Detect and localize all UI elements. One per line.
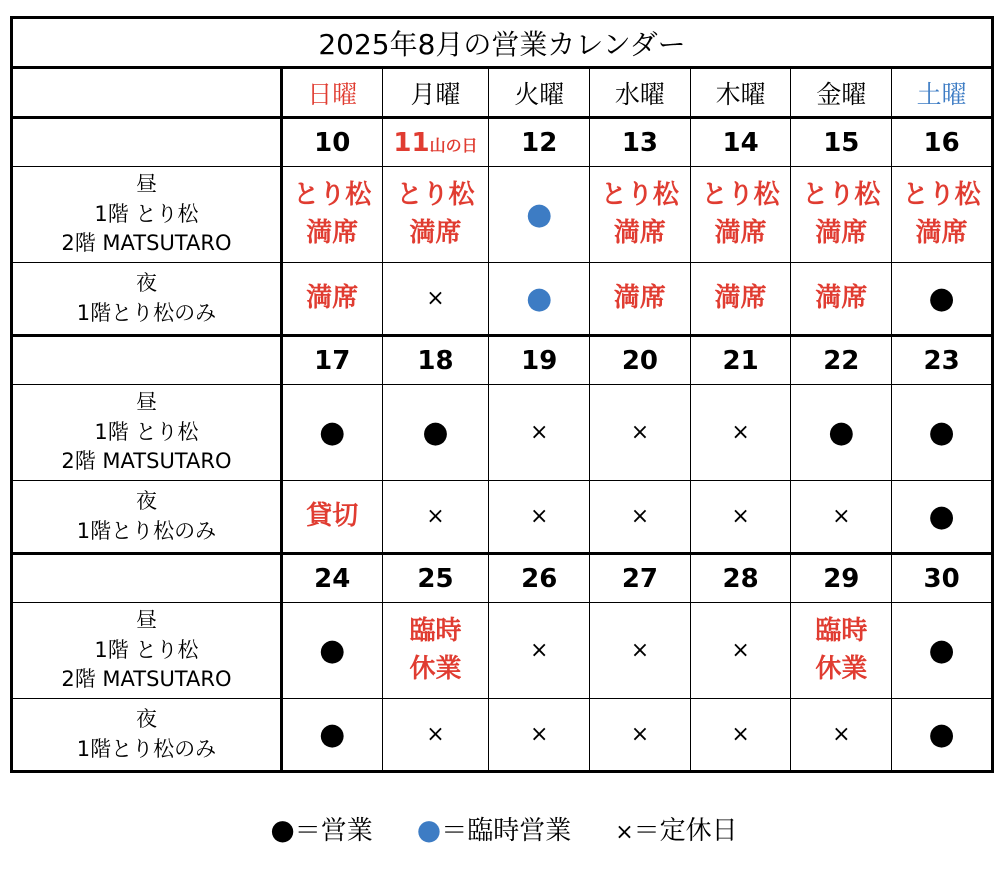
day-number-cell: 25 <box>382 554 489 603</box>
lunch-status-cell <box>281 603 382 699</box>
dinner-status-cell <box>892 699 993 772</box>
dinner-row <box>12 699 993 772</box>
closed-x-icon: × <box>529 420 549 445</box>
open-circle-icon: ● <box>928 498 955 534</box>
closed-x-icon: × <box>426 286 445 311</box>
dinner-label-line: 1階とり松のみ <box>76 736 217 761</box>
lunch-status-cell <box>590 603 691 699</box>
day-number-cell: 17 <box>281 336 382 385</box>
lunch-label-line: 1階 とり松 <box>94 419 199 444</box>
lunch-status-cell <box>281 167 382 263</box>
dinner-label-line: 夜 <box>135 489 157 514</box>
status-text: 臨時 <box>815 615 868 646</box>
lunch-row-label <box>12 385 282 481</box>
status-text: 臨時 <box>409 615 462 646</box>
closed-x-icon: × <box>529 722 549 747</box>
closed-x-icon: × <box>630 722 650 747</box>
status-text: とり松 <box>293 179 372 210</box>
status-text: 休業 <box>409 653 462 684</box>
temporary-open-circle-icon: ● <box>416 813 442 846</box>
dinner-status-cell <box>590 263 691 336</box>
open-circle-icon: ● <box>270 813 295 846</box>
lunch-row-label <box>12 167 282 263</box>
lunch-label-line: 1階 とり松 <box>94 201 199 226</box>
dinner-status-cell <box>489 481 590 554</box>
open-circle-icon: ● <box>828 414 855 450</box>
weekday-7: 土曜 <box>892 68 993 118</box>
dinner-status-cell <box>281 481 382 554</box>
open-circle-icon: ● <box>319 716 346 752</box>
status-text: 休業 <box>815 653 868 684</box>
lunch-label-line: 昼 <box>135 172 157 197</box>
day-number-cell: 26 <box>489 554 590 603</box>
dinner-status-cell <box>892 481 993 554</box>
legend-text: ＝臨時営業 <box>441 816 572 846</box>
day-number-cell: 27 <box>590 554 691 603</box>
day-number-cell: 13 <box>590 118 691 167</box>
dinner-status-cell <box>590 699 691 772</box>
day-number-cell: 12 <box>489 118 590 167</box>
weekday-header-corner <box>12 68 282 118</box>
status-text: とり松 <box>902 179 981 210</box>
closed-x-icon: × <box>731 638 750 663</box>
weekday-3: 火曜 <box>489 68 590 118</box>
lunch-status-cell <box>281 385 382 481</box>
lunch-status-cell <box>489 385 590 481</box>
lunch-status-cell <box>892 603 993 699</box>
weekday-6: 金曜 <box>791 68 892 118</box>
status-text: 満席 <box>306 282 359 313</box>
status-text: 満席 <box>714 217 767 248</box>
legend-text: ＝定休日 <box>633 816 738 846</box>
lunch-status-cell <box>791 167 892 263</box>
dinner-status-cell <box>489 263 590 336</box>
dinner-label-line: 夜 <box>135 271 157 296</box>
weekday-5: 木曜 <box>690 68 791 118</box>
closed-x-icon: × <box>731 722 750 747</box>
day-number-cell: 19 <box>489 336 590 385</box>
dinner-row-label <box>12 699 282 772</box>
lunch-row-label <box>12 603 282 699</box>
closed-x-icon: × <box>630 420 650 445</box>
status-text: とり松 <box>802 179 881 210</box>
lunch-status-cell <box>791 603 892 699</box>
legend-item <box>417 810 571 847</box>
open-circle-icon: ● <box>422 414 449 450</box>
day-number-row <box>12 336 993 385</box>
lunch-label-line: 昼 <box>135 608 157 633</box>
day-number-cell: 23 <box>892 336 993 385</box>
lunch-status-cell <box>489 603 590 699</box>
dinner-status-cell <box>382 481 489 554</box>
day-number-row <box>12 554 993 603</box>
legend-text: ＝営業 <box>294 816 373 846</box>
dinner-label-line: 夜 <box>135 707 157 732</box>
legend-item <box>615 810 737 847</box>
closed-x-icon: × <box>426 504 445 529</box>
legend <box>0 810 1008 847</box>
status-text: とり松 <box>701 179 780 210</box>
closed-x-icon: × <box>615 820 634 845</box>
dinner-status-cell <box>281 699 382 772</box>
lunch-status-cell <box>690 603 791 699</box>
lunch-label-line: 1階 とり松 <box>94 637 199 662</box>
day-number-corner <box>12 554 282 603</box>
status-text: 満席 <box>613 282 666 313</box>
dinner-label-line: 1階とり松のみ <box>76 300 217 325</box>
dinner-status-cell <box>791 699 892 772</box>
lunch-status-cell <box>590 385 691 481</box>
closed-x-icon: × <box>426 722 445 747</box>
lunch-row <box>12 167 993 263</box>
weekday-header-row <box>12 68 993 118</box>
dinner-status-cell <box>690 481 791 554</box>
status-text: 満席 <box>306 217 359 248</box>
lunch-row <box>12 603 993 699</box>
day-number-cell: 16 <box>892 118 993 167</box>
lunch-status-cell <box>382 603 489 699</box>
closed-x-icon: × <box>630 504 650 529</box>
calendar-title: 2025年8月の営業カレンダー <box>12 18 993 68</box>
lunch-status-cell <box>690 385 791 481</box>
day-number-cell: 22 <box>791 336 892 385</box>
dinner-status-cell <box>690 699 791 772</box>
day-number-cell: 29 <box>791 554 892 603</box>
dinner-status-cell <box>892 263 993 336</box>
day-number-cell: 14 <box>690 118 791 167</box>
dinner-status-cell <box>791 481 892 554</box>
lunch-status-cell <box>590 167 691 263</box>
open-circle-icon: ● <box>928 280 955 316</box>
open-circle-icon: ● <box>928 414 955 450</box>
status-text: 満席 <box>613 217 666 248</box>
dinner-status-cell <box>590 481 691 554</box>
lunch-status-cell <box>382 385 489 481</box>
closed-x-icon: × <box>832 722 851 747</box>
closed-x-icon: × <box>529 638 549 663</box>
open-circle-icon: ● <box>319 414 346 450</box>
closed-x-icon: × <box>832 504 851 529</box>
status-text: 満席 <box>409 217 462 248</box>
lunch-status-cell <box>791 385 892 481</box>
status-text: 貸切 <box>306 500 359 531</box>
day-number-corner <box>12 336 282 385</box>
dinner-row-label <box>12 481 282 554</box>
closed-x-icon: × <box>529 504 549 529</box>
open-circle-icon: ● <box>928 716 955 752</box>
dinner-status-cell <box>281 263 382 336</box>
day-number-cell: 20 <box>590 336 691 385</box>
status-text: 満席 <box>714 282 767 313</box>
status-text: とり松 <box>600 179 679 210</box>
lunch-status-cell <box>892 167 993 263</box>
status-text: とり松 <box>396 179 475 210</box>
open-circle-icon: ● <box>928 632 955 668</box>
dinner-row-label <box>12 263 282 336</box>
lunch-row <box>12 385 993 481</box>
dinner-status-cell <box>382 263 489 336</box>
dinner-status-cell <box>382 699 489 772</box>
day-number-cell: 28 <box>690 554 791 603</box>
holiday-name: 山の日 <box>429 135 478 155</box>
status-text: 満席 <box>915 217 968 248</box>
dinner-row <box>12 481 993 554</box>
lunch-label-line: 2階 MATSUTARO <box>61 667 232 692</box>
dinner-status-cell <box>690 263 791 336</box>
day-number-cell: 10 <box>281 118 382 167</box>
calendar-table <box>10 16 994 773</box>
closed-x-icon: × <box>731 504 750 529</box>
weekday-2: 月曜 <box>382 68 489 118</box>
lunch-status-cell <box>892 385 993 481</box>
temporary-open-circle-icon: ● <box>526 196 553 232</box>
lunch-label-line: 2階 MATSUTARO <box>61 449 232 474</box>
legend-item <box>270 810 372 847</box>
dinner-label-line: 1階とり松のみ <box>76 518 217 543</box>
dinner-status-cell <box>791 263 892 336</box>
lunch-label-line: 昼 <box>135 390 157 415</box>
day-number-corner <box>12 118 282 167</box>
lunch-status-cell <box>690 167 791 263</box>
dinner-row <box>12 263 993 336</box>
holiday-day-number: 11 <box>393 127 430 158</box>
weekday-4: 水曜 <box>590 68 691 118</box>
weekday-1: 日曜 <box>281 68 382 118</box>
lunch-status-cell <box>382 167 489 263</box>
lunch-status-cell <box>489 167 590 263</box>
day-number-cell: 21 <box>690 336 791 385</box>
day-number-cell: 30 <box>892 554 993 603</box>
day-number-row <box>12 118 993 167</box>
status-text: 満席 <box>815 282 868 313</box>
closed-x-icon: × <box>731 420 750 445</box>
day-number-cell <box>382 118 489 167</box>
day-number-cell: 15 <box>791 118 892 167</box>
temporary-open-circle-icon: ● <box>526 280 553 316</box>
day-number-cell: 24 <box>281 554 382 603</box>
closed-x-icon: × <box>630 638 650 663</box>
day-number-cell: 18 <box>382 336 489 385</box>
lunch-label-line: 2階 MATSUTARO <box>61 231 232 256</box>
status-text: 満席 <box>815 217 868 248</box>
open-circle-icon: ● <box>319 632 346 668</box>
dinner-status-cell <box>489 699 590 772</box>
